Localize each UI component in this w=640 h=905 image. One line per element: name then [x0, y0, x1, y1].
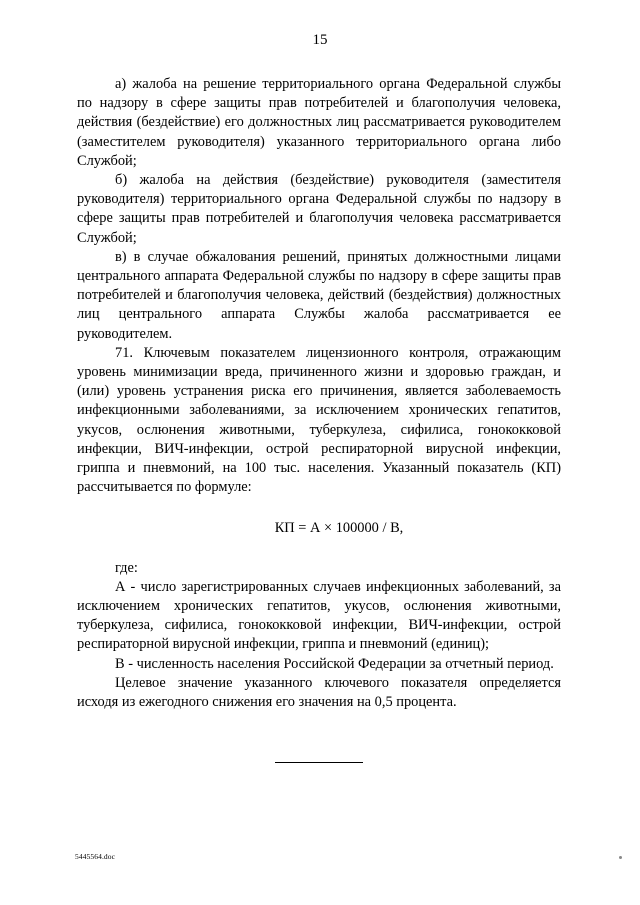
paragraph-v: в) в случае обжалования решений, принятых должностными лицами центрального аппарата Федеральной службы по надзору в сфере защиты прав потребителей и благополучия человека, действий (бездействия) должностных лиц центрального аппарата Службы жалоба рассматривается ее руководителем. [77, 248, 561, 342]
corner-mark [619, 856, 622, 859]
paragraph-b: б) жалоба на действия (бездействие) руководителя (заместителя руководителя) территориального органа Федеральной службы по надзору в сфере защиты прав потребителей и благополучия человека рассматривается Службой; [77, 172, 561, 246]
end-divider [275, 762, 363, 763]
target-value-paragraph: Целевое значение указанного ключевого показателя определяется исходя из ежегодного снижения его значения на 0,5 процента. [77, 674, 561, 711]
formula: КП = А × 100000 / В, [274, 520, 404, 537]
definition-a: А - число зарегистрированных случаев инфекционных заболеваний, за исключением хронических гепатитов, укусов, ослюнения животными, туберкулеза, сифилиса, гонококковой инфекции, ВИЧ-инфекции, острой респираторной вирусной инфекции, гриппа и пневмоний (единиц); [77, 578, 561, 653]
footer-filename: 5445564.doc [75, 852, 116, 861]
paragraph-a: а) жалоба на решение территориального органа Федеральной службы по надзору в сфере защиты прав потребителей и благополучия человека, действия (бездействие) его должностных лиц рассматривается руководителем (заместителем руководителя) указанного территориального органа либо Службой; [77, 76, 561, 169]
where-label: где: [115, 559, 138, 576]
page-number: 15 [312, 32, 328, 48]
paragraph-71: 71. Ключевым показателем лицензионного контроля, отражающим уровень минимизации вреда, причиненного жизни и здоровью граждан, и (или) уровень устранения риска его причинения, является заболеваемость инфекционными заболеваниями, за исключением хронических гепатитов, укусов, ослюнения животными, туберкулеза, сифилиса, гонококковой инфекции, ВИЧ-инфекции, острой респираторной вирусной инфекции, гриппа и пневмоний, на 100 тыс. населения. Указанный показатель (КП) рассчитывается по формуле: [77, 344, 561, 496]
definition-v: В - численность населения Российской Федерации за отчетный период. [115, 655, 554, 672]
document-body [77, 75, 561, 712]
